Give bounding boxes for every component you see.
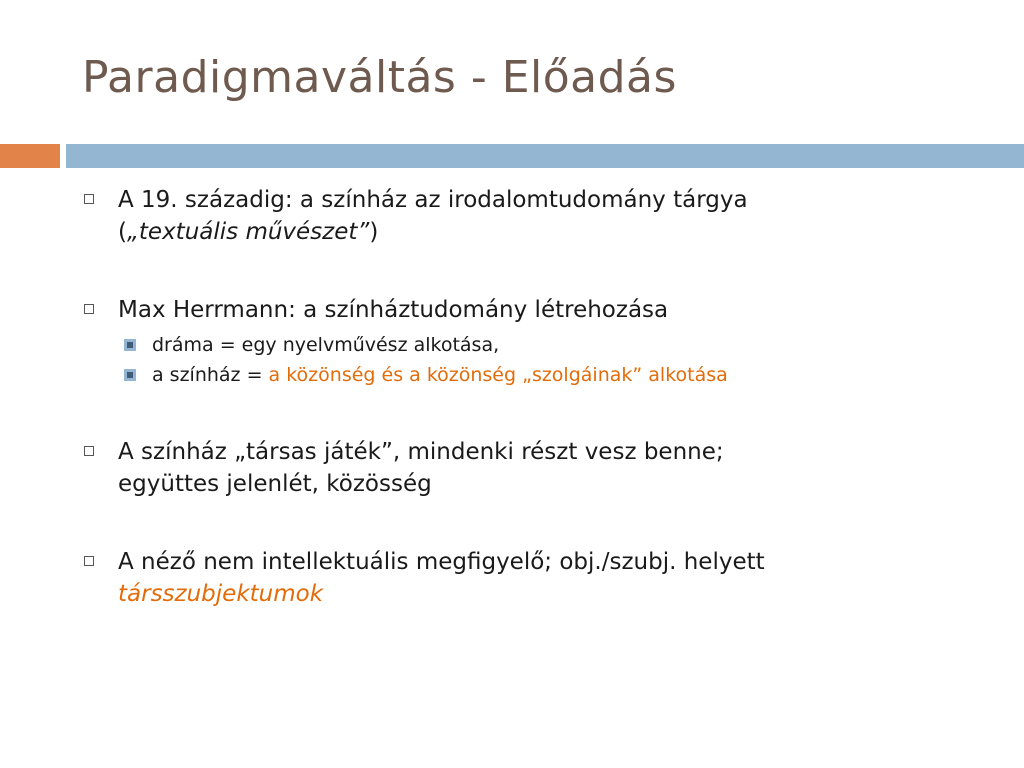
bullet-line: Max Herrmann: a színháztudomány létrehozása bbox=[118, 297, 669, 323]
hollow-square-icon bbox=[84, 304, 94, 314]
filled-square-icon bbox=[124, 339, 136, 351]
sub-bullet-item bbox=[84, 330, 984, 360]
bullet-line: A néző nem intellektuális megfigyelő; obj./szubj. helyett bbox=[118, 549, 765, 575]
bullet-line bbox=[118, 216, 984, 248]
bullet-line: A 19. századig: a színház az irodalomtudomány tárgya bbox=[118, 187, 748, 213]
hollow-square-icon bbox=[84, 446, 94, 456]
accent-bar-orange bbox=[0, 144, 60, 168]
bullet-accent-line: társszubjektumok bbox=[118, 581, 324, 607]
hollow-square-icon bbox=[84, 194, 94, 204]
slide-content bbox=[84, 184, 984, 610]
sub-bullet-item bbox=[84, 360, 984, 390]
sub-bullet-text: dráma = egy nyelvművész alkotása, bbox=[152, 334, 500, 356]
sub-bullet-accent-text: a közönség és a közönség „szolgáinak” alkotása bbox=[268, 364, 728, 386]
bullet-line: együttes jelenlét, közösség bbox=[118, 471, 432, 497]
bullet-item bbox=[84, 436, 984, 500]
bullet-item bbox=[84, 294, 984, 326]
filled-square-icon bbox=[124, 369, 136, 381]
bullet-text: ) bbox=[369, 219, 379, 245]
bullet-item bbox=[84, 184, 984, 248]
bullet-item bbox=[84, 546, 984, 610]
bullet-line: A színház „társas játék”, mindenki részt vesz benne; bbox=[118, 439, 724, 465]
bullet-italic-text: „textuális művészet” bbox=[126, 219, 370, 245]
bullet-text: ( bbox=[118, 219, 127, 245]
sub-bullet-text: a színház = bbox=[152, 364, 269, 386]
hollow-square-icon bbox=[84, 556, 94, 566]
slide-title: Paradigmaváltás - Előadás bbox=[82, 52, 677, 103]
accent-bar-blue bbox=[66, 144, 1024, 168]
